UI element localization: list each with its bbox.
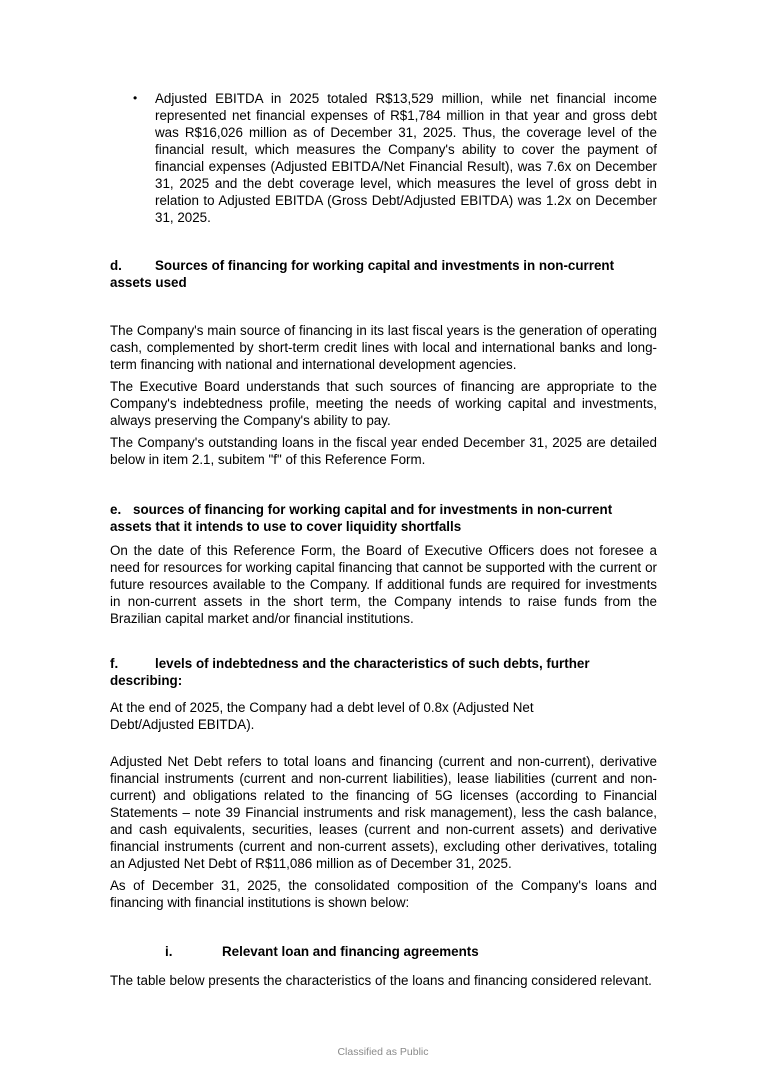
bullet-list-item [110, 90, 657, 226]
section-d-label: d. [110, 258, 122, 273]
footer-classification: Classified as Public [337, 1046, 429, 1058]
bullet-item-text: Adjusted EBITDA in 2025 totaled R$13,529 million, while net financial income represented net financial expenses of R$1,784 million in that year and gross debt was R$16,026 million as of December 31, 2025. Thus, the coverage level of the financial result, which measures the Company's ability to cover the payment of financial expenses (Adjusted EBITDA/Net Financial Result), was 7.6x on December 31, 2025 and the debt coverage level, which measures the level of gross debt in relation to Adjusted EBITDA (Gross Debt/Adjusted EBITDA) was 1.2x on December 31, 2025. [155, 91, 657, 225]
section-f-label: f. [110, 656, 119, 671]
section-f-title: levels of indebtedness and the characteristics of such debts, further describing: [110, 656, 590, 688]
subsection-i-label: i. [165, 944, 173, 959]
section-e-label: e. [110, 502, 122, 517]
section-d-heading [110, 257, 657, 291]
subsection-i-paragraph-1: The table below presents the characteristics of the loans and financing considered relevant. [110, 973, 652, 988]
subsection-i-heading [165, 943, 657, 960]
document-content [110, 0, 657, 989]
section-e-paragraph-1: On the date of this Reference Form, the Board of Executive Officers does not foresee a need for resources for working capital financing that cannot be supported with the current or future resources available to the Company. If additional funds are required for investments in non-current assets in the short term, the Company intends to raise funds from the Brazilian capital market and/or financial institutions. [110, 543, 657, 626]
section-d-title: Sources of financing for working capital and investments in non-current assets used [110, 258, 615, 290]
section-d-paragraph-3: The Company's outstanding loans in the fiscal year ended December 31, 2025 are detailed below in item 2.1, subitem "f" of this Reference Form. [110, 435, 657, 467]
section-d-paragraph-1: The Company's main source of financing in its last fiscal years is the generation of operating cash, complemented by short-term credit lines with local and international banks and long-term financing with national and international development agencies. [110, 323, 657, 372]
section-e-title: sources of financing for working capital and for investments in non-current assets that it intends to use to cover liquidity shortfalls [110, 502, 613, 534]
bullet-marker: • [133, 91, 138, 105]
subsection-i-title: Relevant loan and financing agreements [222, 944, 479, 959]
section-f-paragraph-3: As of December 31, 2025, the consolidated composition of the Company's loans and financing with financial institutions is shown below: [110, 878, 657, 910]
section-e-heading [110, 501, 657, 535]
section-f-heading [110, 655, 657, 689]
section-f-paragraph-2: Adjusted Net Debt refers to total loans and financing (current and non-current), derivative financial instruments (current and non-current liabilities), lease liabilities (current and non-current) and obligations related to the financing of 5G licenses (according to Financial Statements – note 39 Financial instruments and risk management), less the cash balance, and cash equivalents, securities, leases (current and non-current assets) and derivative financial instruments (current and non-current assets), excluding other derivatives, totaling an Adjusted Net Debt of R$11,086 million as of December 31, 2025. [110, 754, 657, 871]
section-d-paragraph-2: The Executive Board understands that such sources of financing are appropriate to the Company's indebtedness profile, meeting the needs of working capital and investments, always preserving the Company's ability to pay. [110, 379, 657, 428]
section-f-paragraph-1: At the end of 2025, the Company had a debt level of 0.8x (Adjusted Net Debt/Adjusted EBITDA). [110, 700, 534, 732]
